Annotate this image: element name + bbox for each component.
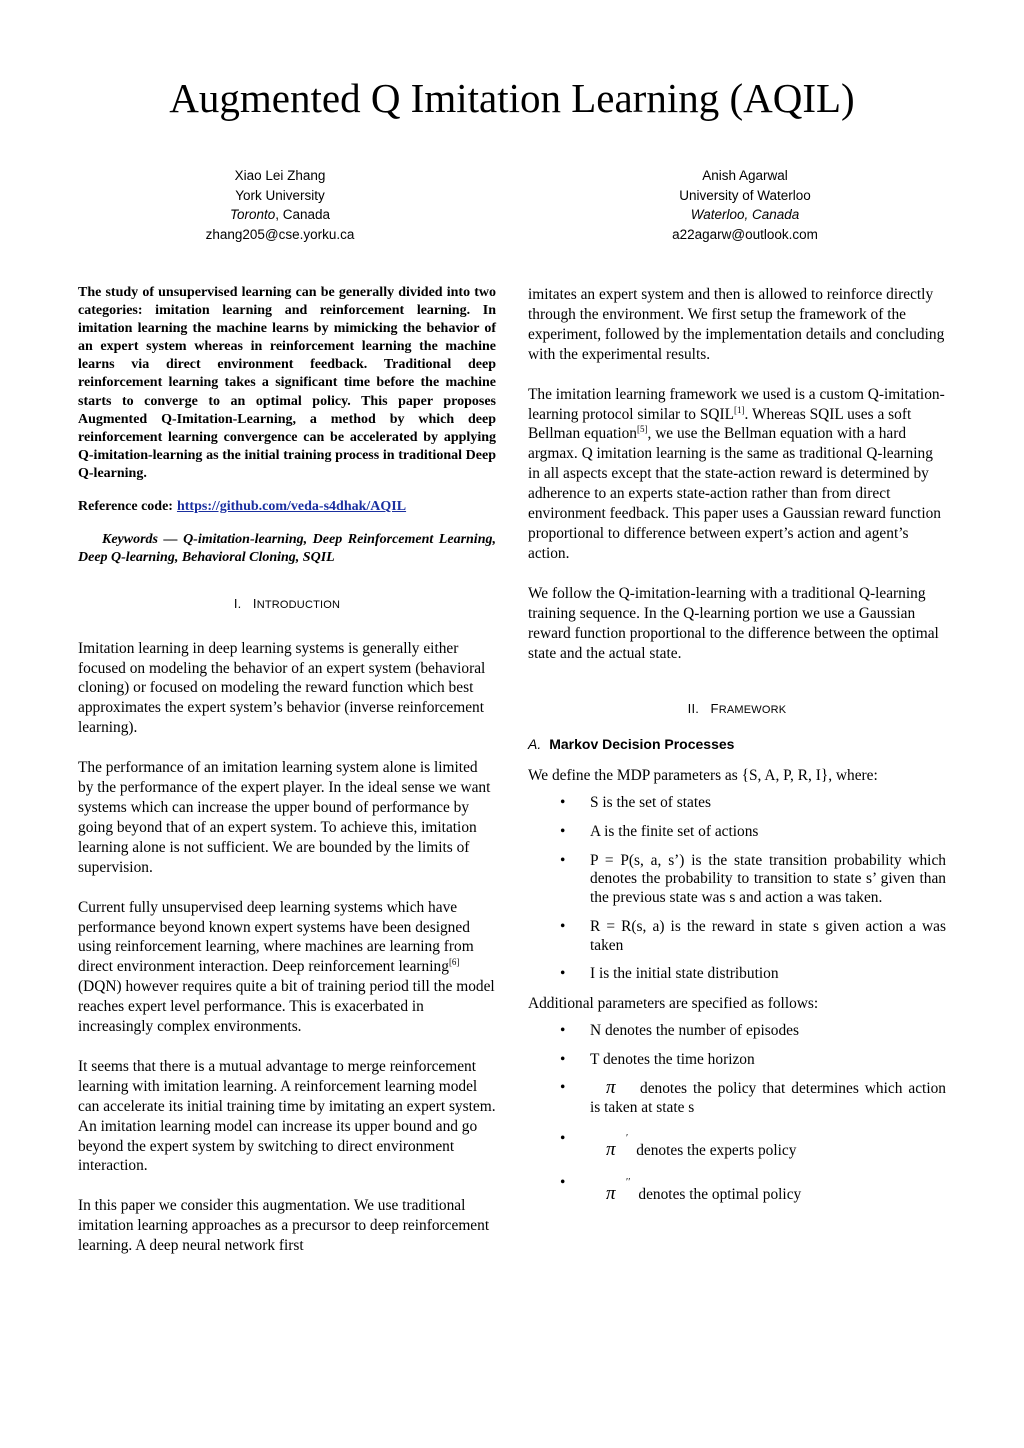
list-item: [528, 794, 946, 813]
pi-symbol: π: [606, 1138, 616, 1160]
intro-paragraph-3-text-b: (DQN) however requires quite a bit of training period till the model reaches expert level performance. This is exacerbated in increasingly complex environments.: [78, 978, 495, 1036]
right-column: [528, 285, 946, 1205]
bullet-icon: •: [560, 794, 566, 812]
intro-paragraph-3: [78, 898, 496, 1037]
section-title-rest: NTRODUCTION: [256, 598, 341, 611]
list-item: [528, 1130, 946, 1161]
bullet-icon: •: [560, 823, 566, 841]
subsection-title: Markov Decision Processes: [549, 736, 735, 753]
keywords: Keywords — Q-imitation-learning, Deep Reinforcement Learning, Deep Q-learning, Behavioral Cloning, SQIL: [78, 532, 496, 566]
reference-code: [78, 498, 496, 516]
list-item: [528, 965, 946, 984]
intro-paragraph-5: In this paper we consider this augmentation. We use traditional imitation learning approaches as a precursor to deep reinforcement learning. A deep neural network first: [78, 1197, 490, 1255]
list-item-text: denotes the policy that determines which action is taken at state s: [590, 1080, 946, 1116]
additional-params-intro: Additional parameters are specified as follows:: [528, 994, 819, 1012]
bullet-icon: •: [560, 965, 566, 983]
mdp-parameter-list: [528, 794, 946, 984]
subsection-number: A.: [528, 736, 542, 753]
citation-6: [6]: [448, 957, 460, 968]
list-item-text: denotes the optimal policy: [638, 1186, 802, 1204]
author-block-2: [555, 166, 935, 244]
list-item-text: T denotes the time horizon: [590, 1050, 755, 1068]
section-title-initial: I: [252, 595, 257, 611]
subsection-heading-mdp: [528, 736, 946, 752]
author-location: Waterloo, Canada: [690, 207, 800, 222]
list-item: [528, 852, 946, 908]
pi-symbol: π: [606, 1077, 616, 1099]
list-item-text: denotes the experts policy: [636, 1141, 797, 1159]
bullet-icon: •: [560, 1050, 566, 1068]
list-item: [528, 1022, 946, 1041]
author-location: [90, 205, 470, 225]
author-affiliation: University of Waterloo: [679, 187, 811, 203]
author-email: zhang205@cse.yorku.ca: [205, 226, 355, 242]
reference-label: Reference code:: [78, 499, 173, 515]
intro-paragraph-1: Imitation learning in deep learning systems is generally either focused on modeling the behavior of an expert system (behavioral cloning) or focused on modeling the reward function which best approximates the expert system’s behavior (inverse reinforcement learning).: [78, 639, 486, 737]
author-name: Xiao Lei Zhang: [234, 168, 326, 183]
author-block-1: [90, 166, 470, 244]
reference-link[interactable]: https://github.com/veda-s4dhak/AQIL: [176, 499, 407, 515]
prime-mark: ′′: [626, 1177, 631, 1189]
abstract: The study of unsupervised learning can be generally divided into two categories: imitation learning and reinforcement learning. In imitation learning the machine learns by mimicking the behavior of an expert system whereas in reinforcement learning the machine learns via direct environment feedback. Traditional deep reinforcement learning takes a significant time before the machine starts to converge to an optimal policy. This paper proposes Augmented Q-Imitation-Learning, a method by which deep reinforcement learning convergence can be accelerated by applying Q-imitation-learning as the initial training process in traditional Deep Q-learning.: [78, 285, 496, 481]
section-heading-framework: [528, 701, 946, 716]
list-item-text: P = P(s, a, s’) is the state transition probability which denotes the probability to transition to state s’ given than the previous state was s and action a was taken.: [590, 851, 946, 907]
bullet-icon: •: [560, 1021, 566, 1039]
list-item-text: A is the finite set of actions: [590, 823, 759, 841]
list-item-text: N denotes the number of episodes: [590, 1021, 800, 1039]
list-item: [528, 1079, 946, 1117]
citation-5: [5]: [637, 424, 648, 435]
section-number: I.: [233, 595, 242, 611]
bullet-icon: •: [560, 1079, 566, 1097]
framework-paragraph: [528, 385, 946, 564]
citation-1: [1]: [734, 404, 745, 415]
author-name: Anish Agarwal: [702, 168, 788, 183]
prime-mark: ′: [626, 1132, 629, 1144]
section-number: II.: [687, 701, 700, 717]
section-title-initial: F: [710, 701, 719, 717]
author-city: Toronto: [229, 207, 276, 222]
list-item: [528, 1174, 946, 1205]
author-email: a22agarw@outlook.com: [672, 226, 818, 242]
bullet-icon: •: [560, 1174, 566, 1192]
author-affiliation: York University: [235, 187, 325, 203]
left-column: [78, 284, 496, 1256]
framework-text-c: , we use the Bellman equation with a hard argmax. Q imitation learning is the same as traditional Q-learning in all aspects except that the state-action reward is determined by adherence to an experts state-action rather than from direct environment feedback. This paper uses a Gaussian reward function proportional to difference between expert’s action and agent’s action.: [528, 425, 941, 562]
intro-paragraph-2: The performance of an imitation learning system alone is limited by the performance of the expert player. In the ideal sense we want systems which can increase the upper bound of performance by going beyond that of an expert system. To achieve this, imitation learning alone is not sufficient. We are bounded by the limits of supervision.: [78, 759, 491, 876]
section-title-rest: RAMEWORK: [718, 704, 787, 717]
pi-symbol: π: [606, 1183, 616, 1205]
framework-text-b: . Whereas SQIL uses a soft Bellman equation: [528, 405, 912, 443]
framework-text-a: The imitation learning framework we used is a custom Q-imitation-learning protocol similar to SQIL: [528, 385, 945, 423]
list-item-text: I is the initial state distribution: [590, 965, 779, 983]
intro-paragraph-4: It seems that there is a mutual advantage to merge reinforcement learning with imitation learning. A reinforcement learning model can accelerate its initial training time by imitating an expert system. An imitation learning model can increase its upper bound and go beyond the expert system by switching to direct environment interaction.: [78, 1057, 496, 1175]
author-country: , Canada: [275, 207, 331, 222]
list-item-text: R = R(s, a) is the reward in state s given action a was taken: [590, 917, 946, 954]
qlearning-paragraph: We follow the Q-imitation-learning with a traditional Q-learning training sequence. In the Q-learning portion we use a Gaussian reward function proportional to the difference between the optimal state and the actual state.: [528, 584, 939, 662]
list-item: [528, 823, 946, 842]
bullet-icon: •: [560, 1129, 566, 1147]
bullet-icon: •: [560, 917, 566, 935]
list-item-text: S is the set of states: [590, 794, 711, 812]
mdp-intro: We define the MDP parameters as {S, A, P, R, I}, where:: [528, 767, 878, 785]
list-item: [528, 1051, 946, 1070]
paper-title: Augmented Q Imitation Learning (AQIL): [169, 75, 855, 121]
additional-parameter-list: [528, 1022, 946, 1205]
section-heading-introduction: [78, 596, 496, 611]
intro-continuation: imitates an expert system and then is allowed to reinforce directly through the environment. We first setup the framework of the experiment, followed by the implementation details and concluding with the experimental results.: [528, 286, 945, 363]
intro-paragraph-3-text-a: Current fully unsupervised deep learning systems which have performance beyond known expert systems have been designed using reinforcement learning, where machines are learning from direct environment interaction. Deep reinforcement learning: [78, 898, 474, 976]
list-item: [528, 918, 946, 955]
bullet-icon: •: [560, 851, 566, 869]
